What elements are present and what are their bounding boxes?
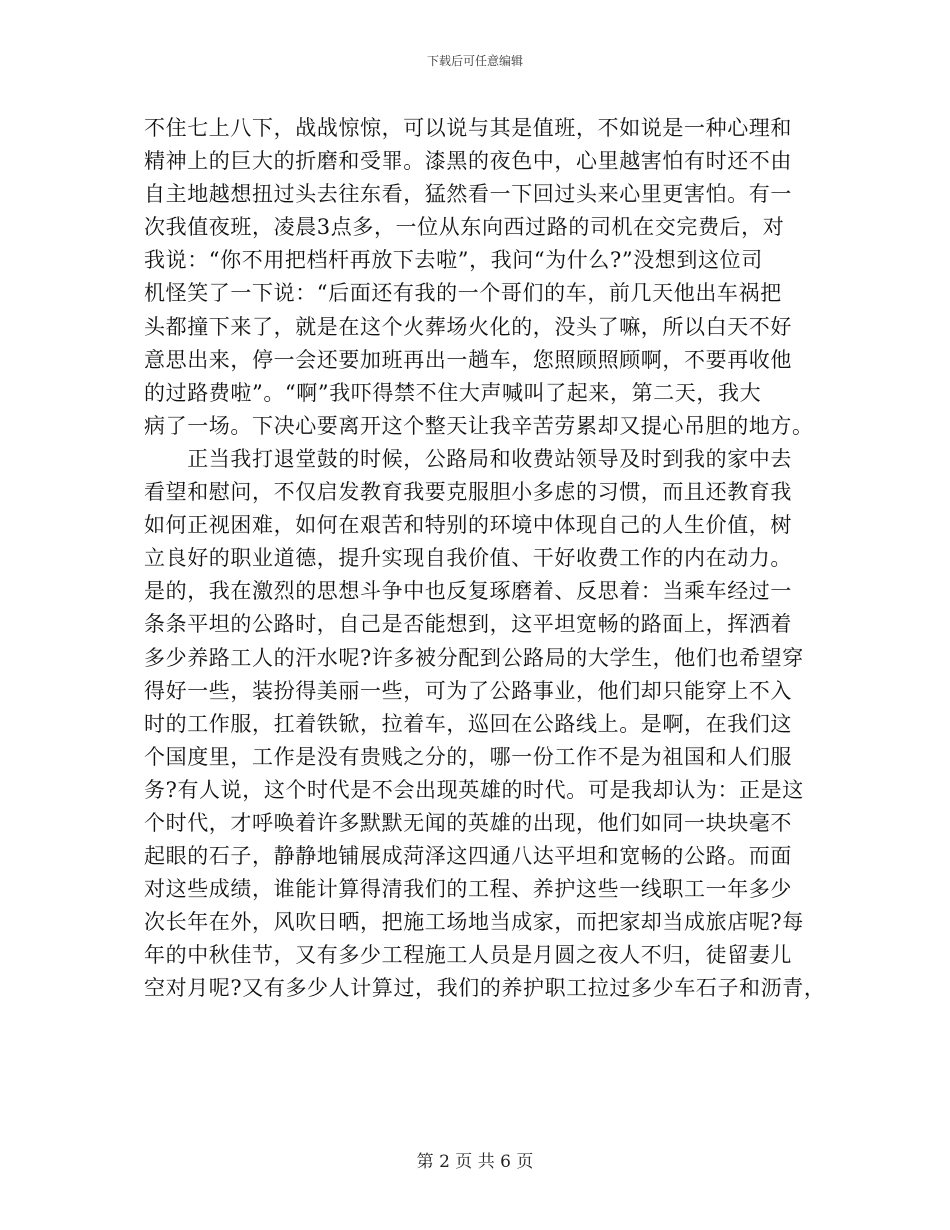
body-line: 时的工作服，扛着铁锨，拉着车，巡回在公路线上。是啊，在我们这 (144, 711, 792, 736)
body-line: 立良好的职业道德，提升实现自我价值、干好收费工作的内在动力。 (144, 546, 792, 571)
body-line: 机怪笑了一下说：“后面还有我的一个哥们的车，前几天他出车祸把 (144, 281, 782, 306)
body-line: 对这些成绩，谁能计算得清我们的工程、养护这些一线职工一年多少 (144, 877, 792, 902)
body-line: 精神上的巨大的折磨和受罪。漆黑的夜色中，心里越害怕有时还不由 (144, 149, 792, 174)
body-line: 多少养路工人的汗水呢?许多被分配到公路局的大学生，他们也希望穿 (144, 645, 804, 670)
page-number-footer: 第 2 页 共 6 页 (416, 1152, 534, 1172)
body-line: 头都撞下来了，就是在这个火葬场火化的，没头了嘛，所以白天不好 (144, 314, 792, 339)
body-line: 年的中秋佳节，又有多少工程施工人员是月圆之夜人不归，徒留妻儿 (144, 943, 792, 968)
body-line: 看望和慰问，不仅启发教育我要克服胆小多虑的习惯，而且还教育我 (144, 480, 792, 505)
body-line: 次长年在外，风吹日晒，把施工场地当成家，而把家却当成旅店呢?每 (144, 910, 804, 935)
body-line: 务?有人说，这个时代是不会出现英雄的时代。可是我却认为：正是这 (144, 777, 804, 802)
body-line: 条条平坦的公路时，自己是否能想到，这平坦宽畅的路面上，挥洒着 (144, 612, 792, 637)
body-line: 如何正视困难，如何在艰苦和特别的环境中体现自己的人生价值，树 (144, 513, 792, 538)
body-line: 意思出来，停一会还要加班再出一趟车，您照顾照顾啊，不要再收他 (144, 347, 792, 372)
body-line: 个时代，才呼唤着许多默默无闻的英雄的出现，他们如同一块块毫不 (144, 810, 792, 835)
body-line: 的过路费啦”。“啊”我吓得禁不住大声喊叫了起来，第二天，我大 (144, 380, 762, 405)
body-line: 不住七上八下，战战惊惊，可以说与其是值班，不如说是一种心理和 (144, 116, 792, 140)
body-line: 病了一场。下决心要离开这个整天让我辛苦劳累却又提心吊胆的地方。 (144, 413, 814, 438)
body-line: 是的，我在激烈的思想斗争中也反复琢磨着、反思着：当乘车经过一 (144, 579, 792, 604)
body-line: 起眼的石子，静静地铺展成菏泽这四通八达平坦和宽畅的公路。而面 (144, 844, 792, 869)
body-line: 我说：“你不用把档杆再放下去啦”，我问“为什么?”没想到这位司 (144, 248, 763, 273)
body-line: 正当我打退堂鼓的时候，公路局和收费站领导及时到我的家中去 (144, 446, 792, 471)
body-line: 个国度里，工作是没有贵贱之分的，哪一份工作不是为祖国和人们服 (144, 744, 792, 769)
body-line: 空对月呢?又有多少人计算过，我们的养护职工拉过多少车石子和沥青， (144, 976, 826, 1001)
body-line: 得好一些，装扮得美丽一些，可为了公路事业，他们却只能穿上不入 (144, 678, 792, 703)
document-body (144, 112, 824, 1006)
page-header-note: 下载后可任意编辑 (426, 54, 523, 68)
body-line: 次我值夜班，凌晨3点多，一位从东向西过路的司机在交完费后，对 (144, 215, 785, 240)
body-line: 自主地越想扭过头去往东看，猛然看一下回过头来心里更害怕。有一 (144, 182, 792, 207)
